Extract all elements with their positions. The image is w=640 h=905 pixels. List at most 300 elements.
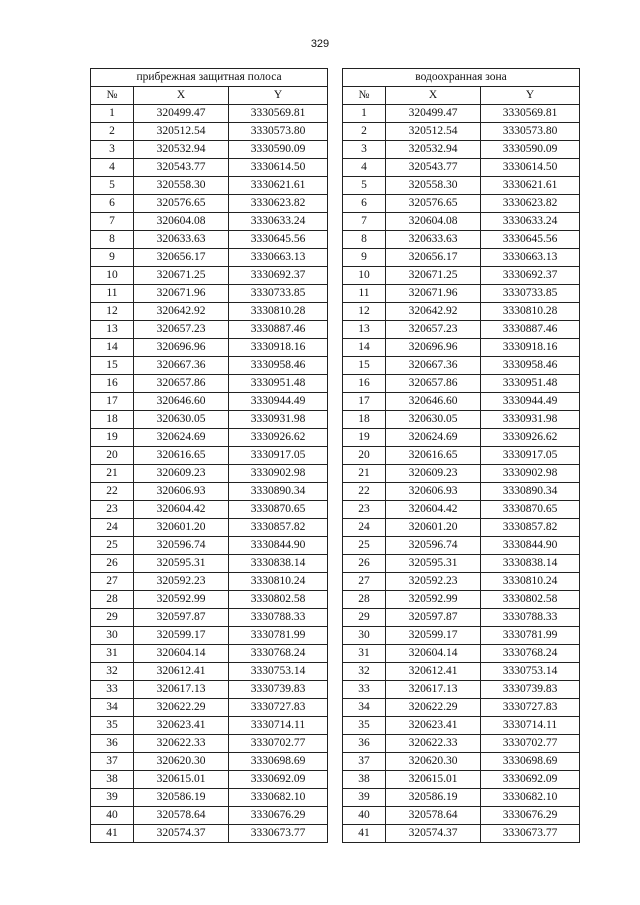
table-row [91, 267, 580, 285]
left-cell-y: 3330951.48 [229, 375, 328, 393]
right-section-title: водоохранная зона [343, 69, 580, 87]
table-gap [328, 411, 343, 429]
table-row [91, 537, 580, 555]
table-gap [328, 231, 343, 249]
left-cell-x: 320604.08 [134, 213, 229, 231]
table-row [91, 249, 580, 267]
left-cell-x: 320624.69 [134, 429, 229, 447]
right-cell-num: 30 [343, 627, 386, 645]
left-cell-x: 320642.92 [134, 303, 229, 321]
left-cell-x: 320597.87 [134, 609, 229, 627]
left-cell-y: 3330569.81 [229, 105, 328, 123]
left-cell-y: 3330810.28 [229, 303, 328, 321]
left-cell-y: 3330802.58 [229, 591, 328, 609]
left-cell-num: 5 [91, 177, 134, 195]
table-gap [328, 213, 343, 231]
left-cell-num: 20 [91, 447, 134, 465]
left-cell-y: 3330739.83 [229, 681, 328, 699]
left-header-x: X [134, 87, 229, 105]
left-cell-y: 3330788.33 [229, 609, 328, 627]
left-cell-y: 3330621.61 [229, 177, 328, 195]
left-cell-num: 25 [91, 537, 134, 555]
table-gap [328, 555, 343, 573]
right-cell-x: 320646.60 [386, 393, 481, 411]
left-cell-x: 320633.63 [134, 231, 229, 249]
coordinates-table [90, 68, 580, 843]
table-gap [328, 501, 343, 519]
left-cell-x: 320601.20 [134, 519, 229, 537]
left-cell-y: 3330590.09 [229, 141, 328, 159]
left-cell-x: 320615.01 [134, 771, 229, 789]
right-cell-y: 3330739.83 [481, 681, 580, 699]
table-gap [328, 627, 343, 645]
right-cell-y: 3330844.90 [481, 537, 580, 555]
right-cell-num: 7 [343, 213, 386, 231]
table-gap [328, 393, 343, 411]
left-cell-x: 320599.17 [134, 627, 229, 645]
left-cell-y: 3330931.98 [229, 411, 328, 429]
table-row [91, 717, 580, 735]
left-cell-y: 3330676.29 [229, 807, 328, 825]
left-cell-y: 3330733.85 [229, 285, 328, 303]
right-cell-y: 3330714.11 [481, 717, 580, 735]
right-cell-y: 3330926.62 [481, 429, 580, 447]
right-cell-x: 320592.99 [386, 591, 481, 609]
table-row [91, 501, 580, 519]
left-cell-y: 3330714.11 [229, 717, 328, 735]
right-cell-num: 14 [343, 339, 386, 357]
right-cell-num: 20 [343, 447, 386, 465]
left-cell-num: 12 [91, 303, 134, 321]
right-cell-num: 18 [343, 411, 386, 429]
left-cell-x: 320656.17 [134, 249, 229, 267]
right-cell-x: 320532.94 [386, 141, 481, 159]
left-cell-x: 320671.96 [134, 285, 229, 303]
table-row [91, 393, 580, 411]
right-cell-y: 3330931.98 [481, 411, 580, 429]
left-cell-y: 3330645.56 [229, 231, 328, 249]
table-gap [328, 645, 343, 663]
left-cell-num: 15 [91, 357, 134, 375]
right-cell-x: 320599.17 [386, 627, 481, 645]
table-gap [328, 159, 343, 177]
right-cell-x: 320615.01 [386, 771, 481, 789]
right-cell-x: 320574.37 [386, 825, 481, 843]
right-cell-x: 320592.23 [386, 573, 481, 591]
right-cell-y: 3330621.61 [481, 177, 580, 195]
left-cell-y: 3330810.24 [229, 573, 328, 591]
right-cell-num: 36 [343, 735, 386, 753]
right-cell-x: 320671.25 [386, 267, 481, 285]
right-cell-y: 3330682.10 [481, 789, 580, 807]
table-row [91, 375, 580, 393]
left-cell-y: 3330958.46 [229, 357, 328, 375]
table-row [91, 177, 580, 195]
left-cell-num: 19 [91, 429, 134, 447]
table-row [91, 753, 580, 771]
right-cell-y: 3330590.09 [481, 141, 580, 159]
table-row [91, 483, 580, 501]
right-cell-y: 3330569.81 [481, 105, 580, 123]
right-cell-num: 26 [343, 555, 386, 573]
left-cell-y: 3330663.13 [229, 249, 328, 267]
left-cell-num: 17 [91, 393, 134, 411]
left-cell-num: 28 [91, 591, 134, 609]
left-cell-y: 3330838.14 [229, 555, 328, 573]
right-cell-x: 320604.14 [386, 645, 481, 663]
table-row [91, 105, 580, 123]
table-gap [328, 195, 343, 213]
left-cell-x: 320558.30 [134, 177, 229, 195]
right-cell-x: 320596.74 [386, 537, 481, 555]
table-gap [328, 681, 343, 699]
right-cell-y: 3330802.58 [481, 591, 580, 609]
right-cell-y: 3330673.77 [481, 825, 580, 843]
column-header-row [91, 87, 580, 105]
right-cell-num: 31 [343, 645, 386, 663]
table-row [91, 429, 580, 447]
left-cell-x: 320623.41 [134, 717, 229, 735]
left-cell-y: 3330870.65 [229, 501, 328, 519]
right-cell-y: 3330857.82 [481, 519, 580, 537]
right-cell-x: 320604.08 [386, 213, 481, 231]
right-cell-y: 3330838.14 [481, 555, 580, 573]
left-cell-x: 320596.74 [134, 537, 229, 555]
right-cell-num: 16 [343, 375, 386, 393]
left-cell-x: 320578.64 [134, 807, 229, 825]
left-cell-x: 320622.29 [134, 699, 229, 717]
right-cell-num: 19 [343, 429, 386, 447]
right-cell-num: 40 [343, 807, 386, 825]
table-row [91, 663, 580, 681]
right-cell-x: 320609.23 [386, 465, 481, 483]
table-row [91, 519, 580, 537]
left-cell-x: 320616.65 [134, 447, 229, 465]
right-cell-y: 3330573.80 [481, 123, 580, 141]
table-row [91, 411, 580, 429]
left-cell-x: 320612.41 [134, 663, 229, 681]
right-cell-y: 3330870.65 [481, 501, 580, 519]
left-cell-x: 320592.23 [134, 573, 229, 591]
right-cell-x: 320576.65 [386, 195, 481, 213]
table-gap [328, 789, 343, 807]
left-cell-y: 3330887.46 [229, 321, 328, 339]
left-cell-num: 36 [91, 735, 134, 753]
right-cell-y: 3330692.09 [481, 771, 580, 789]
left-cell-y: 3330926.62 [229, 429, 328, 447]
table-row [91, 699, 580, 717]
left-cell-x: 320595.31 [134, 555, 229, 573]
left-cell-y: 3330692.37 [229, 267, 328, 285]
right-cell-y: 3330902.98 [481, 465, 580, 483]
table-gap [328, 591, 343, 609]
table-gap [328, 519, 343, 537]
left-cell-y: 3330768.24 [229, 645, 328, 663]
right-cell-y: 3330633.24 [481, 213, 580, 231]
left-cell-x: 320606.93 [134, 483, 229, 501]
right-header-num: № [343, 87, 386, 105]
left-cell-x: 320617.13 [134, 681, 229, 699]
table-gap [328, 447, 343, 465]
right-cell-x: 320499.47 [386, 105, 481, 123]
left-cell-x: 320609.23 [134, 465, 229, 483]
right-cell-num: 22 [343, 483, 386, 501]
right-cell-x: 320642.92 [386, 303, 481, 321]
table-gap [328, 303, 343, 321]
left-cell-y: 3330890.34 [229, 483, 328, 501]
left-cell-x: 320696.96 [134, 339, 229, 357]
left-cell-x: 320667.36 [134, 357, 229, 375]
table-row [91, 141, 580, 159]
left-cell-num: 39 [91, 789, 134, 807]
right-cell-num: 15 [343, 357, 386, 375]
left-cell-x: 320657.23 [134, 321, 229, 339]
left-cell-num: 37 [91, 753, 134, 771]
left-cell-x: 320592.99 [134, 591, 229, 609]
right-cell-num: 8 [343, 231, 386, 249]
table-gap [328, 69, 343, 87]
table-row [91, 321, 580, 339]
right-cell-num: 4 [343, 159, 386, 177]
right-cell-num: 35 [343, 717, 386, 735]
right-cell-num: 34 [343, 699, 386, 717]
table-row [91, 447, 580, 465]
left-header-num: № [91, 87, 134, 105]
right-cell-num: 10 [343, 267, 386, 285]
table-row [91, 627, 580, 645]
left-cell-x: 320604.14 [134, 645, 229, 663]
table-gap [328, 105, 343, 123]
right-cell-y: 3330788.33 [481, 609, 580, 627]
left-cell-num: 30 [91, 627, 134, 645]
table-row [91, 231, 580, 249]
left-cell-num: 32 [91, 663, 134, 681]
left-cell-y: 3330698.69 [229, 753, 328, 771]
left-cell-num: 40 [91, 807, 134, 825]
table-gap [328, 573, 343, 591]
left-cell-y: 3330917.05 [229, 447, 328, 465]
table-row [91, 645, 580, 663]
right-cell-x: 320657.86 [386, 375, 481, 393]
left-cell-num: 26 [91, 555, 134, 573]
left-cell-num: 7 [91, 213, 134, 231]
right-cell-x: 320617.13 [386, 681, 481, 699]
right-cell-x: 320656.17 [386, 249, 481, 267]
left-cell-x: 320543.77 [134, 159, 229, 177]
right-cell-x: 320622.29 [386, 699, 481, 717]
left-cell-x: 320499.47 [134, 105, 229, 123]
table-row [91, 159, 580, 177]
right-cell-num: 6 [343, 195, 386, 213]
right-cell-y: 3330645.56 [481, 231, 580, 249]
left-cell-x: 320604.42 [134, 501, 229, 519]
table-row [91, 195, 580, 213]
left-cell-num: 27 [91, 573, 134, 591]
right-cell-y: 3330951.48 [481, 375, 580, 393]
left-cell-x: 320657.86 [134, 375, 229, 393]
table-gap [328, 123, 343, 141]
left-cell-num: 9 [91, 249, 134, 267]
left-cell-y: 3330944.49 [229, 393, 328, 411]
table-row [91, 573, 580, 591]
table-row [91, 735, 580, 753]
table-gap [328, 483, 343, 501]
right-cell-x: 320597.87 [386, 609, 481, 627]
table-gap [328, 825, 343, 843]
table-gap [328, 699, 343, 717]
right-cell-y: 3330890.34 [481, 483, 580, 501]
left-cell-y: 3330781.99 [229, 627, 328, 645]
left-cell-num: 10 [91, 267, 134, 285]
right-cell-x: 320543.77 [386, 159, 481, 177]
table-row [91, 591, 580, 609]
left-cell-y: 3330633.24 [229, 213, 328, 231]
right-cell-x: 320633.63 [386, 231, 481, 249]
right-cell-x: 320616.65 [386, 447, 481, 465]
left-cell-x: 320532.94 [134, 141, 229, 159]
right-cell-y: 3330733.85 [481, 285, 580, 303]
right-cell-num: 2 [343, 123, 386, 141]
table-gap [328, 249, 343, 267]
left-cell-num: 38 [91, 771, 134, 789]
right-cell-x: 320671.96 [386, 285, 481, 303]
left-cell-x: 320576.65 [134, 195, 229, 213]
table-row [91, 807, 580, 825]
right-cell-num: 39 [343, 789, 386, 807]
right-cell-num: 25 [343, 537, 386, 555]
right-cell-num: 5 [343, 177, 386, 195]
left-cell-num: 33 [91, 681, 134, 699]
right-cell-num: 27 [343, 573, 386, 591]
left-cell-num: 6 [91, 195, 134, 213]
right-cell-y: 3330753.14 [481, 663, 580, 681]
left-cell-num: 29 [91, 609, 134, 627]
table-gap [328, 321, 343, 339]
table-gap [328, 357, 343, 375]
left-section-title: прибрежная защитная полоса [91, 69, 328, 87]
right-cell-num: 13 [343, 321, 386, 339]
right-cell-x: 320512.54 [386, 123, 481, 141]
right-cell-x: 320606.93 [386, 483, 481, 501]
right-cell-x: 320558.30 [386, 177, 481, 195]
table-gap [328, 537, 343, 555]
right-cell-num: 33 [343, 681, 386, 699]
right-header-x: X [386, 87, 481, 105]
right-cell-x: 320604.42 [386, 501, 481, 519]
right-cell-x: 320612.41 [386, 663, 481, 681]
right-cell-num: 41 [343, 825, 386, 843]
left-cell-num: 31 [91, 645, 134, 663]
right-cell-x: 320601.20 [386, 519, 481, 537]
right-cell-y: 3330727.83 [481, 699, 580, 717]
left-cell-num: 8 [91, 231, 134, 249]
left-cell-num: 1 [91, 105, 134, 123]
left-cell-x: 320512.54 [134, 123, 229, 141]
right-cell-num: 17 [343, 393, 386, 411]
table-row [91, 339, 580, 357]
left-cell-num: 23 [91, 501, 134, 519]
right-cell-y: 3330698.69 [481, 753, 580, 771]
table-row [91, 357, 580, 375]
left-cell-y: 3330727.83 [229, 699, 328, 717]
right-cell-x: 320624.69 [386, 429, 481, 447]
right-cell-y: 3330692.37 [481, 267, 580, 285]
right-cell-x: 320630.05 [386, 411, 481, 429]
table-row [91, 609, 580, 627]
left-cell-num: 21 [91, 465, 134, 483]
right-cell-x: 320667.36 [386, 357, 481, 375]
table-gap [328, 663, 343, 681]
right-cell-y: 3330918.16 [481, 339, 580, 357]
left-cell-y: 3330753.14 [229, 663, 328, 681]
table-gap [328, 807, 343, 825]
left-cell-x: 320646.60 [134, 393, 229, 411]
table-row [91, 825, 580, 843]
right-cell-y: 3330663.13 [481, 249, 580, 267]
right-cell-x: 320578.64 [386, 807, 481, 825]
table-row [91, 285, 580, 303]
right-cell-y: 3330781.99 [481, 627, 580, 645]
right-cell-x: 320586.19 [386, 789, 481, 807]
right-cell-num: 24 [343, 519, 386, 537]
table-row [91, 555, 580, 573]
left-cell-y: 3330682.10 [229, 789, 328, 807]
right-cell-num: 38 [343, 771, 386, 789]
left-cell-num: 41 [91, 825, 134, 843]
left-cell-num: 3 [91, 141, 134, 159]
left-cell-num: 16 [91, 375, 134, 393]
right-cell-num: 12 [343, 303, 386, 321]
left-cell-num: 35 [91, 717, 134, 735]
right-cell-num: 23 [343, 501, 386, 519]
left-cell-num: 22 [91, 483, 134, 501]
table-row [91, 465, 580, 483]
table-gap [328, 285, 343, 303]
right-header-y: Y [481, 87, 580, 105]
right-cell-y: 3330702.77 [481, 735, 580, 753]
left-cell-num: 2 [91, 123, 134, 141]
right-cell-y: 3330768.24 [481, 645, 580, 663]
left-cell-x: 320574.37 [134, 825, 229, 843]
left-cell-num: 34 [91, 699, 134, 717]
right-cell-y: 3330614.50 [481, 159, 580, 177]
left-cell-y: 3330614.50 [229, 159, 328, 177]
left-cell-y: 3330702.77 [229, 735, 328, 753]
right-cell-y: 3330810.28 [481, 303, 580, 321]
table-row [91, 771, 580, 789]
table-gap [328, 339, 343, 357]
right-cell-y: 3330810.24 [481, 573, 580, 591]
table-gap [328, 141, 343, 159]
table-row [91, 213, 580, 231]
left-cell-y: 3330623.82 [229, 195, 328, 213]
right-cell-x: 320623.41 [386, 717, 481, 735]
right-cell-y: 3330944.49 [481, 393, 580, 411]
left-cell-y: 3330918.16 [229, 339, 328, 357]
page-number: 329 [310, 38, 330, 50]
right-cell-num: 37 [343, 753, 386, 771]
left-cell-num: 14 [91, 339, 134, 357]
right-cell-num: 21 [343, 465, 386, 483]
right-cell-x: 320622.33 [386, 735, 481, 753]
left-cell-y: 3330692.09 [229, 771, 328, 789]
right-cell-y: 3330917.05 [481, 447, 580, 465]
table-gap [328, 177, 343, 195]
left-cell-num: 18 [91, 411, 134, 429]
left-cell-y: 3330844.90 [229, 537, 328, 555]
left-cell-num: 11 [91, 285, 134, 303]
right-cell-num: 29 [343, 609, 386, 627]
